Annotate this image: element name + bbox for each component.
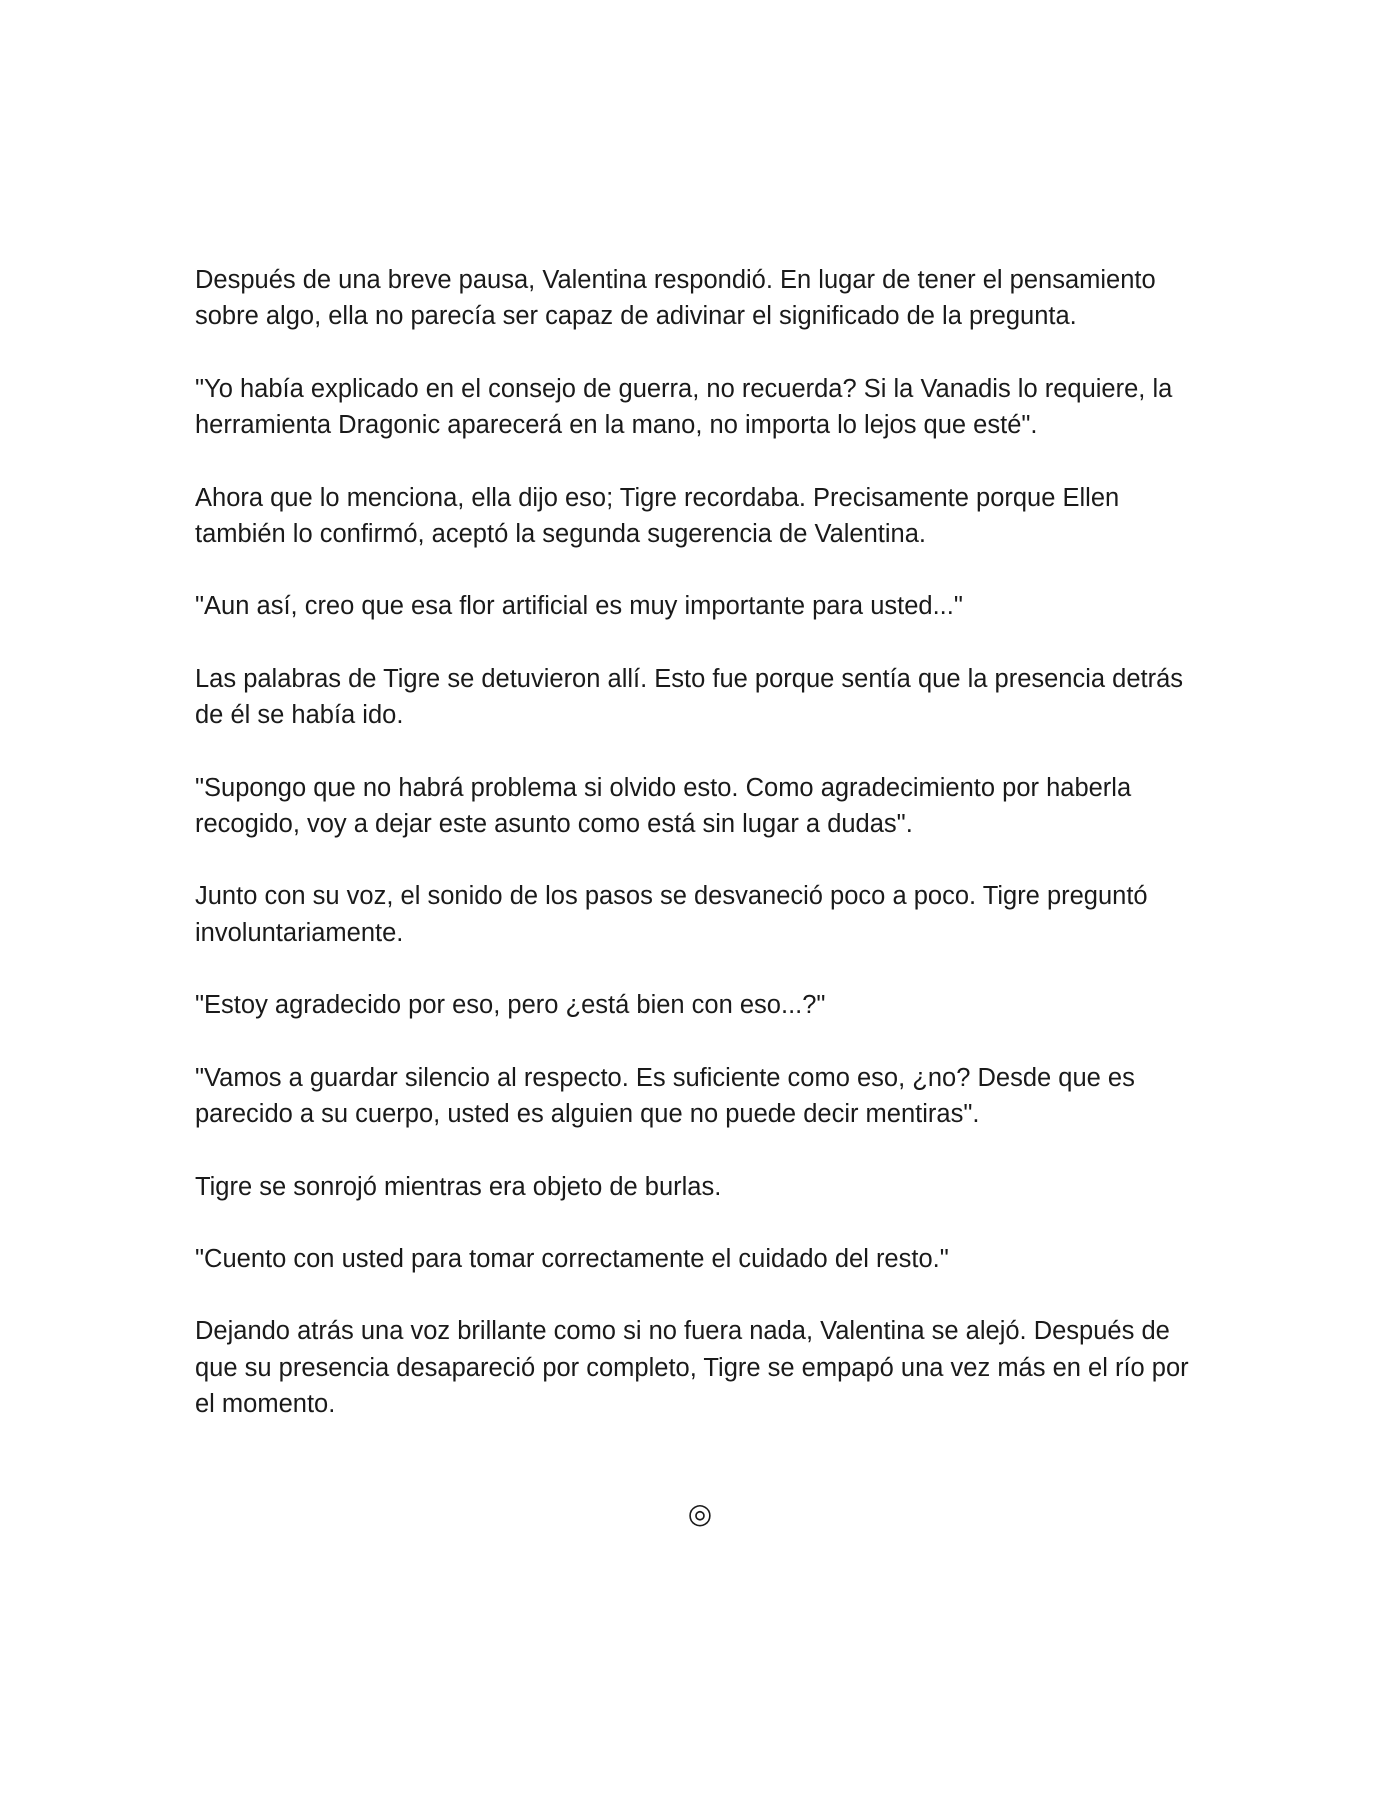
paragraph: "Vamos a guardar silencio al respecto. Es suficiente como eso, ¿no? Desde que es parecido a su cuerpo, usted es alguien que no puede decir mentiras". bbox=[195, 1063, 1135, 1129]
section-separator: ◎ bbox=[687, 1497, 713, 1530]
paragraph: "Yo había explicado en el consejo de guerra, no recuerda? Si la Vanadis lo requiere, la herramienta Dragonic aparecerá en la mano, no importa lo lejos que esté". bbox=[195, 374, 1173, 440]
paragraph: Junto con su voz, el sonido de los pasos se desvaneció poco a poco. Tigre preguntó involuntariamente. bbox=[195, 882, 1148, 947]
paragraph: Ahora que lo menciona, ella dijo eso; Tigre recordaba. Precisamente porque Ellen también lo confirmó, aceptó la segunda sugerencia de Valentina. bbox=[195, 483, 1120, 549]
paragraph: "Cuento con usted para tomar correctamente el cuidado del resto." bbox=[195, 1244, 949, 1273]
paragraph: "Supongo que no habrá problema si olvido esto. Como agradecimiento por haberla recogido, voy a dejar este asunto como está sin lugar a dudas". bbox=[195, 773, 1132, 839]
paragraph: "Estoy agradecido por eso, pero ¿está bien con eso...?" bbox=[195, 991, 826, 1020]
text-body bbox=[195, 262, 1215, 1459]
paragraph: "Aun así, creo que esa flor artificial es muy importante para usted..." bbox=[195, 592, 963, 621]
paragraph: Después de una breve pausa, Valentina respondió. En lugar de tener el pensamiento sobre algo, ella no parecía ser capaz de adivinar el significado de la pregunta. bbox=[195, 266, 1156, 331]
paragraph: Dejando atrás una voz brillante como si no fuera nada, Valentina se alejó. Después de que su presencia desapareció por completo, Tigre se empapó una vez más en el río por el momento. bbox=[195, 1317, 1189, 1419]
paragraph: Las palabras de Tigre se detuvieron allí. Esto fue porque sentía que la presencia detrás de él se había ido. bbox=[195, 664, 1184, 730]
paragraph: Tigre se sonrojó mientras era objeto de burlas. bbox=[195, 1172, 722, 1201]
